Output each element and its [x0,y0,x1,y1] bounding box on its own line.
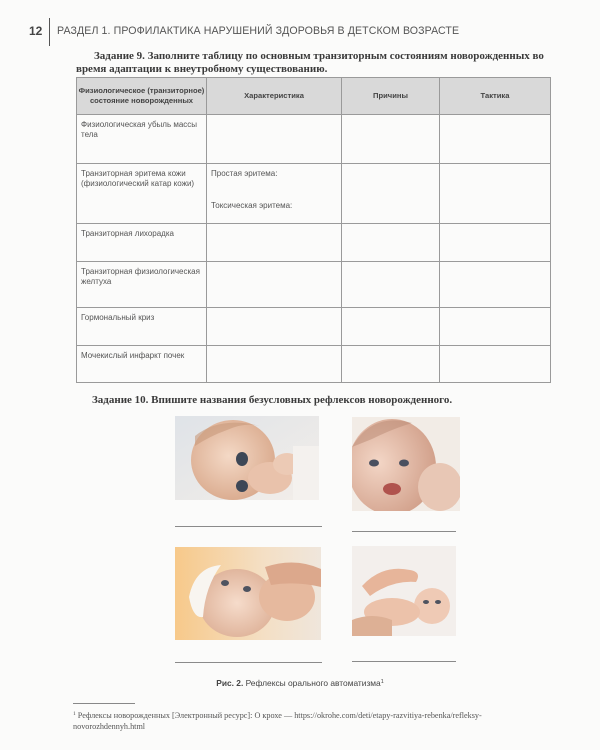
footnote-divider [73,703,135,704]
answer-line[interactable] [352,531,456,532]
footnote-reference: 1 [380,679,384,685]
answer-cell[interactable] [440,224,551,262]
condition-cell: Мочекислый инфаркт почек [77,346,207,383]
answer-cell[interactable] [207,115,342,164]
page-header [0,18,600,42]
answer-cell[interactable] [207,224,342,262]
column-header: Физиологическое (транзиторное) состояние новорожденных [77,78,207,115]
transitional-states-table [76,77,551,383]
answer-cell[interactable] [440,164,551,224]
task-9-heading: Задание 9. Заполните таблицу по основным транзиторным состояниям новорожденных во время адаптации к внеутробному существованию. [76,50,544,75]
answer-cell[interactable] [440,308,551,346]
table-row [77,115,551,164]
footnote [73,709,553,732]
table-row [77,262,551,308]
answer-cell[interactable] [207,308,342,346]
answer-cell[interactable] [342,115,440,164]
column-header: Характеристика [207,78,342,115]
section-title: РАЗДЕЛ 1. ПРОФИЛАКТИКА НАРУШЕНИЙ ЗДОРОВЬЯ В ДЕТСКОМ ВОЗРАСТЕ [57,25,460,37]
condition-cell: Транзиторная физиологическая желтуха [77,262,207,308]
footnote-mark: 1 [73,711,76,717]
answer-cell[interactable] [440,262,551,308]
answer-cell[interactable] [342,308,440,346]
answer-line[interactable] [175,662,322,663]
table-row [77,308,551,346]
answer-line[interactable] [352,661,456,662]
header-divider [49,18,50,46]
answer-cell[interactable] [207,262,342,308]
condition-cell: Гормональный криз [77,308,207,346]
figure-label: Рис. 2. [216,678,244,688]
figure-caption [0,678,600,688]
figure-caption-text: Рефлексы орального автоматизма [245,678,381,688]
footnote-text: Рефлексы новорожденных [Электронный ресурс]: О крохе — https://okrohe.com/deti/etapy-razvitiya-rebenka/refleksy-novorozhdennyh.html [73,711,482,731]
baby-lying-on-back-photo [352,546,456,636]
baby-mouth-open-photo [352,417,460,511]
answer-cell[interactable] [440,115,551,164]
condition-cell: Транзиторная лихорадка [77,224,207,262]
table-row [77,346,551,383]
column-header: Тактика [440,78,551,115]
answer-cell[interactable] [342,346,440,383]
column-header: Причины [342,78,440,115]
answer-line[interactable] [175,526,322,527]
answer-cell[interactable] [342,224,440,262]
table-row [77,224,551,262]
toxic-erythema-label: Токсическая эритема: [211,201,293,210]
baby-cheek-touch-photo [175,547,321,640]
table-header-row [77,78,551,115]
answer-cell[interactable] [342,164,440,224]
answer-cell[interactable] [440,346,551,383]
task-10-heading: Задание 10. Впишите названия безусловных рефлексов новорожденного. [92,394,453,406]
answer-cell[interactable] [207,346,342,383]
answer-cell[interactable] [342,262,440,308]
answer-cell[interactable] [207,164,342,224]
baby-hand-to-mouth-photo [175,416,319,500]
condition-cell: Физиологическая убыль массы тела [77,115,207,164]
page-number: 12 [29,24,43,38]
table-row [77,164,551,224]
simple-erythema-label: Простая эритема: [211,169,278,178]
condition-cell: Транзиторная эритема кожи (физиологический катар кожи) [77,164,207,224]
